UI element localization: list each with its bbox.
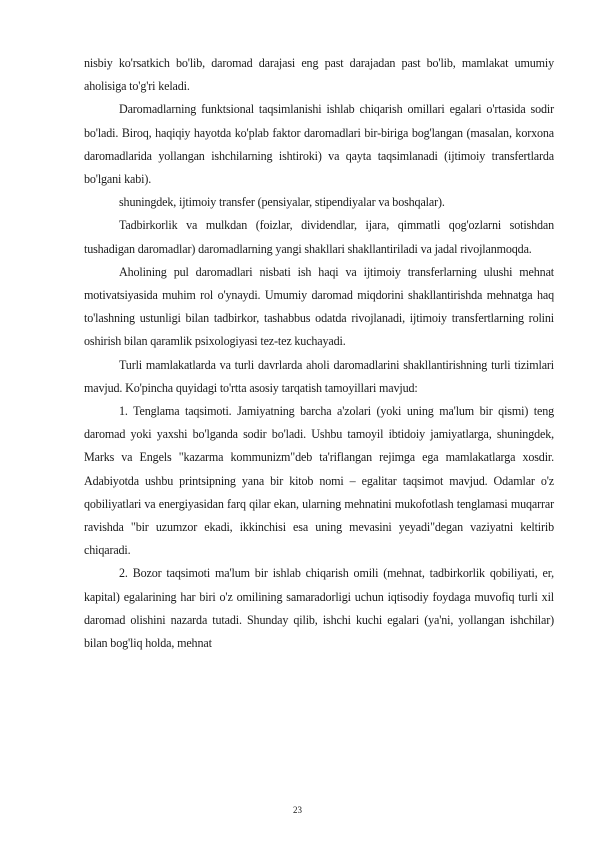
paragraph-8: 2. Bozor taqsimoti ma'lum bir ishlab chiqarish omili (mehnat, tadbirkorlik qobiliyati, er, kapital) egalarining har biri o'z omilining samaradorligi uchun iqtisodiy foydaga muvofiq turli xil daromad olishini nazarda tutadi. Shunday qilib, ishchi kuchi egalari (ya'ni, yollangan ishchilar) bilan bog'liq holda, mehnat xyxy=(84,566,554,651)
paragraph-6: Turli mamlakatlarda va turli davrlarda aholi daromadlarini shakllantirishning turli tizimlari mavjud. Ko'pincha quyidagi to'rtta asosiy tarqatish tamoyillari mavjud: xyxy=(84,357,554,395)
paragraph-1: nisbiy ko'rsatkich bo'lib, daromad darajasi eng past darajadan past bo'lib, mamlakat umumiy aholisiga to'g'ri keladi. xyxy=(84,56,554,94)
paragraph-5: Aholining pul daromadlari nisbati ish haqi va ijtimoiy transferlarning ulushi mehnat motivatsiyasida muhim rol o'ynaydi. Umumiy daromad miqdorini shakllantirishda mehnatga haq to'lashning ustunligi bilan tadbirkor, tashabbus odatda rivojlanadi, ijtimoiy transfertlarning rolini oshirish bilan qaramlik psixologiyasi tez-tez kuchayadi. xyxy=(84,264,554,349)
page-number: 23 xyxy=(293,805,302,815)
paragraph-7: 1. Tenglama taqsimoti. Jamiyatning barcha a'zolari (yoki uning ma'lum bir qismi) teng daromad yoki yaxshi bo'lganda sodir bo'ladi. Ushbu tamoyil ibtidoiy jamiyatlarga, shuningdek, Marks va Engels "kazarma kommunizm"deb ta'riflangan rejimga ega mamlakatlarga xosdir. Adabiyotda ushbu printsipning yana bir kitob nomi – egalitar taqsimot mavjud. Odamlar o'z qobiliyatlari va energiyasidan farq qilar ekan, ularning mehnatini mukofotlash tenglamasi muqarrar ravishda "bir uzumzor ekadi, ikkinchisi esa uning mevasini yeyadi"degan vaziyatni keltirib chiqaradi. xyxy=(84,404,554,558)
document-page xyxy=(84,52,554,655)
paragraph-2: Daromadlarning funktsional taqsimlanishi ishlab chiqarish omillari egalari o'rtasida sodir bo'ladi. Biroq, haqiqiy hayotda ko'plab faktor daromadlari bir-biriga bog'langan (masalan, korxona daromadlarida yollangan ishchilarning ishtiroki) va qayta taqsimlanadi (ijtimoiy transfertlarda bo'lgani kabi). xyxy=(84,102,554,187)
paragraph-3: shuningdek, ijtimoiy transfer (pensiyalar, stipendiyalar va boshqalar). xyxy=(119,195,445,210)
paragraph-4: Tadbirkorlik va mulkdan (foizlar, dividendlar, ijara, qimmatli qog'ozlarni sotishdan tushadigan daromadlar) daromadlarning yangi shakllari shakllantiriladi va jadal rivojlanmoqda. xyxy=(84,218,554,256)
